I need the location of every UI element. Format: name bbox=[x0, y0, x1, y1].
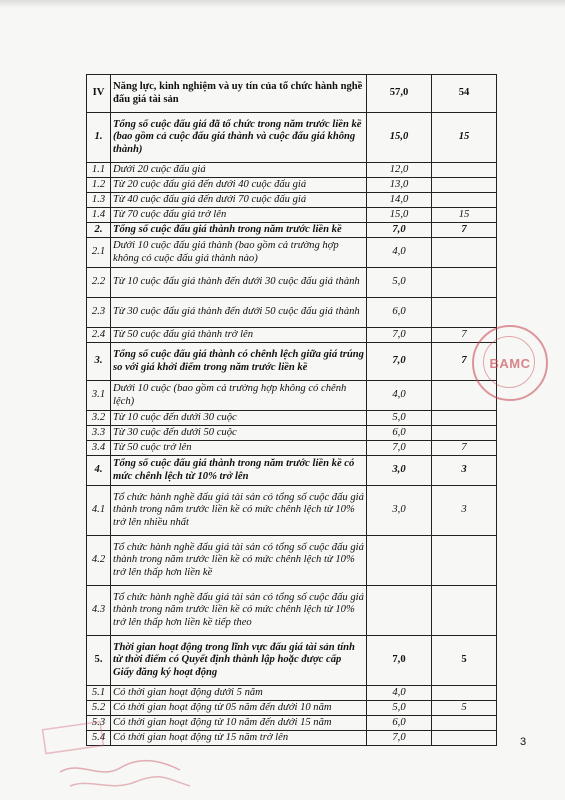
row-score: 15 bbox=[432, 208, 497, 223]
row-number: 2.4 bbox=[87, 328, 111, 343]
row-number: 4.1 bbox=[87, 486, 111, 536]
row-content: Tổ chức hành nghề đấu giá tài sản có tổng số cuộc đấu giá thành trong năm trước liền kề có mức chênh lệch từ 10% trở lên thấp hơn liền kề bbox=[111, 536, 367, 586]
row-content: Dưới 20 cuộc đấu giá bbox=[111, 163, 367, 178]
row-content: Có thời gian hoạt động dưới 5 năm bbox=[111, 686, 367, 701]
table-row bbox=[87, 178, 497, 193]
scan-edge bbox=[0, 0, 565, 8]
row-number: 1.3 bbox=[87, 193, 111, 208]
row-number: 2.3 bbox=[87, 298, 111, 328]
row-score bbox=[432, 411, 497, 426]
row-content: Tổng số cuộc đấu giá thành trong năm trước liền kề bbox=[111, 223, 367, 238]
table-row bbox=[87, 238, 497, 268]
row-max-score: 6,0 bbox=[367, 716, 432, 731]
row-number: 3. bbox=[87, 343, 111, 381]
row-score bbox=[432, 268, 497, 298]
row-content: Từ 30 cuộc đến dưới 50 cuộc bbox=[111, 426, 367, 441]
row-content: Tổng số cuộc đấu giá đã tổ chức trong năm trước liền kề (bao gồm cả cuộc đấu giá thành và cuộc đấu giá không thành) bbox=[111, 113, 367, 163]
table-row bbox=[87, 113, 497, 163]
table-row bbox=[87, 381, 497, 411]
table-row bbox=[87, 441, 497, 456]
row-score bbox=[432, 426, 497, 441]
row-content: Từ 40 cuộc đấu giá đến dưới 70 cuộc đấu giá bbox=[111, 193, 367, 208]
scoring-table bbox=[86, 74, 497, 746]
row-content: Thời gian hoạt động trong lĩnh vực đấu giá tài sản tính từ thời điểm có Quyết định thành lập hoặc được cấp Giấy đăng ký hoạt động bbox=[111, 636, 367, 686]
table-row bbox=[87, 486, 497, 536]
row-score: 15 bbox=[432, 113, 497, 163]
row-max-score: 5,0 bbox=[367, 701, 432, 716]
table-row bbox=[87, 456, 497, 486]
row-max-score: 4,0 bbox=[367, 238, 432, 268]
row-score bbox=[432, 536, 497, 586]
row-score: 5 bbox=[432, 701, 497, 716]
row-content: Từ 70 cuộc đấu giá trở lên bbox=[111, 208, 367, 223]
row-score bbox=[432, 163, 497, 178]
row-score: 5 bbox=[432, 636, 497, 686]
row-max-score: 13,0 bbox=[367, 178, 432, 193]
row-content: Từ 10 cuộc đến dưới 30 cuộc bbox=[111, 411, 367, 426]
row-number: 4. bbox=[87, 456, 111, 486]
row-number: 3.1 bbox=[87, 381, 111, 411]
row-score: 54 bbox=[432, 75, 497, 113]
row-number: 1.2 bbox=[87, 178, 111, 193]
row-max-score: 7,0 bbox=[367, 636, 432, 686]
table-row bbox=[87, 193, 497, 208]
row-max-score: 14,0 bbox=[367, 193, 432, 208]
row-number: 1.4 bbox=[87, 208, 111, 223]
row-max-score: 3,0 bbox=[367, 456, 432, 486]
table-row bbox=[87, 223, 497, 238]
row-number: 1. bbox=[87, 113, 111, 163]
table-row bbox=[87, 586, 497, 636]
stamp-text: BAMC bbox=[489, 355, 531, 371]
row-content: Từ 50 cuộc trở lên bbox=[111, 441, 367, 456]
row-number: 5.2 bbox=[87, 701, 111, 716]
company-stamp bbox=[472, 325, 548, 401]
row-score bbox=[432, 686, 497, 701]
table-row bbox=[87, 163, 497, 178]
row-max-score: 6,0 bbox=[367, 426, 432, 441]
row-max-score: 15,0 bbox=[367, 113, 432, 163]
row-max-score: 7,0 bbox=[367, 441, 432, 456]
row-max-score: 5,0 bbox=[367, 411, 432, 426]
table-row bbox=[87, 536, 497, 586]
table-row bbox=[87, 686, 497, 701]
row-max-score: 7,0 bbox=[367, 343, 432, 381]
row-content: Có thời gian hoạt động từ 10 năm đến dưới 15 năm bbox=[111, 716, 367, 731]
row-number: 2.2 bbox=[87, 268, 111, 298]
table-row bbox=[87, 268, 497, 298]
row-content: Có thời gian hoạt động từ 05 năm đến dưới 10 năm bbox=[111, 701, 367, 716]
row-content: Tổng số cuộc đấu giá thành có chênh lệch giữa giá trúng so với giá khởi điểm trong năm trước liền kề bbox=[111, 343, 367, 381]
row-number: 2.1 bbox=[87, 238, 111, 268]
row-content: Có thời gian hoạt động từ 15 năm trở lên bbox=[111, 731, 367, 746]
table-row bbox=[87, 208, 497, 223]
row-number: 3.4 bbox=[87, 441, 111, 456]
row-score: 3 bbox=[432, 456, 497, 486]
row-max-score: 7,0 bbox=[367, 223, 432, 238]
row-max-score: 4,0 bbox=[367, 381, 432, 411]
row-number: 4.2 bbox=[87, 536, 111, 586]
table-row bbox=[87, 343, 497, 381]
row-score: 3 bbox=[432, 486, 497, 536]
row-content: Từ 50 cuộc đấu giá thành trở lên bbox=[111, 328, 367, 343]
row-number: 2. bbox=[87, 223, 111, 238]
row-score bbox=[432, 731, 497, 746]
table-row bbox=[87, 411, 497, 426]
row-score bbox=[432, 193, 497, 208]
signature-stamp-graphic bbox=[40, 720, 200, 800]
row-score: 7 bbox=[432, 328, 497, 343]
row-content: Tổ chức hành nghề đấu giá tài sản có tổng số cuộc đấu giá thành trong năm trước liền kề có mức chênh lệch từ 10% trở lên thấp hơn liền kề tiếp theo bbox=[111, 586, 367, 636]
table-row bbox=[87, 328, 497, 343]
row-max-score: 12,0 bbox=[367, 163, 432, 178]
row-score bbox=[432, 586, 497, 636]
row-max-score: 7,0 bbox=[367, 328, 432, 343]
row-number: 5.1 bbox=[87, 686, 111, 701]
row-score: 7 bbox=[432, 223, 497, 238]
row-number: 4.3 bbox=[87, 586, 111, 636]
row-content: Từ 20 cuộc đấu giá đến dưới 40 cuộc đấu giá bbox=[111, 178, 367, 193]
table-row bbox=[87, 701, 497, 716]
row-number: IV bbox=[87, 75, 111, 113]
row-max-score: 7,0 bbox=[367, 731, 432, 746]
row-score bbox=[432, 298, 497, 328]
row-number: 5.3 bbox=[87, 716, 111, 731]
table-row bbox=[87, 75, 497, 113]
row-max-score: 15,0 bbox=[367, 208, 432, 223]
table-row bbox=[87, 298, 497, 328]
scoring-table-body bbox=[87, 75, 497, 746]
row-score: 7 bbox=[432, 343, 497, 381]
row-content: Năng lực, kinh nghiệm và uy tín của tổ chức hành nghề đấu giá tài sản bbox=[111, 75, 367, 113]
row-number: 5. bbox=[87, 636, 111, 686]
row-content: Tổng số cuộc đấu giá thành trong năm trước liền kề có mức chênh lệch từ 10% trở lên bbox=[111, 456, 367, 486]
row-max-score: 57,0 bbox=[367, 75, 432, 113]
row-number: 3.3 bbox=[87, 426, 111, 441]
row-score bbox=[432, 178, 497, 193]
row-score bbox=[432, 238, 497, 268]
row-score: 7 bbox=[432, 441, 497, 456]
row-max-score: 3,0 bbox=[367, 486, 432, 536]
signature-mark bbox=[40, 720, 200, 800]
row-max-score: 4,0 bbox=[367, 686, 432, 701]
row-max-score bbox=[367, 586, 432, 636]
row-score bbox=[432, 716, 497, 731]
row-content: Tổ chức hành nghề đấu giá tài sản có tổng số cuộc đấu giá thành trong năm trước liền kề có mức chênh lệch từ 10% trở lên nhiều nhất bbox=[111, 486, 367, 536]
row-content: Dưới 10 cuộc (bao gồm cả trường hợp không có chênh lệch) bbox=[111, 381, 367, 411]
row-content: Từ 10 cuộc đấu giá thành đến dưới 30 cuộc đấu giá thành bbox=[111, 268, 367, 298]
row-max-score: 6,0 bbox=[367, 298, 432, 328]
page-number: 3 bbox=[520, 736, 527, 748]
row-max-score: 5,0 bbox=[367, 268, 432, 298]
table-row bbox=[87, 636, 497, 686]
row-number: 3.2 bbox=[87, 411, 111, 426]
row-number: 5.4 bbox=[87, 731, 111, 746]
row-content: Dưới 10 cuộc đấu giá thành (bao gồm cả trường hợp không có cuộc đấu giá thành nào) bbox=[111, 238, 367, 268]
row-content: Từ 30 cuộc đấu giá thành đến dưới 50 cuộc đấu giá thành bbox=[111, 298, 367, 328]
row-number: 1.1 bbox=[87, 163, 111, 178]
row-max-score bbox=[367, 536, 432, 586]
table-row bbox=[87, 426, 497, 441]
